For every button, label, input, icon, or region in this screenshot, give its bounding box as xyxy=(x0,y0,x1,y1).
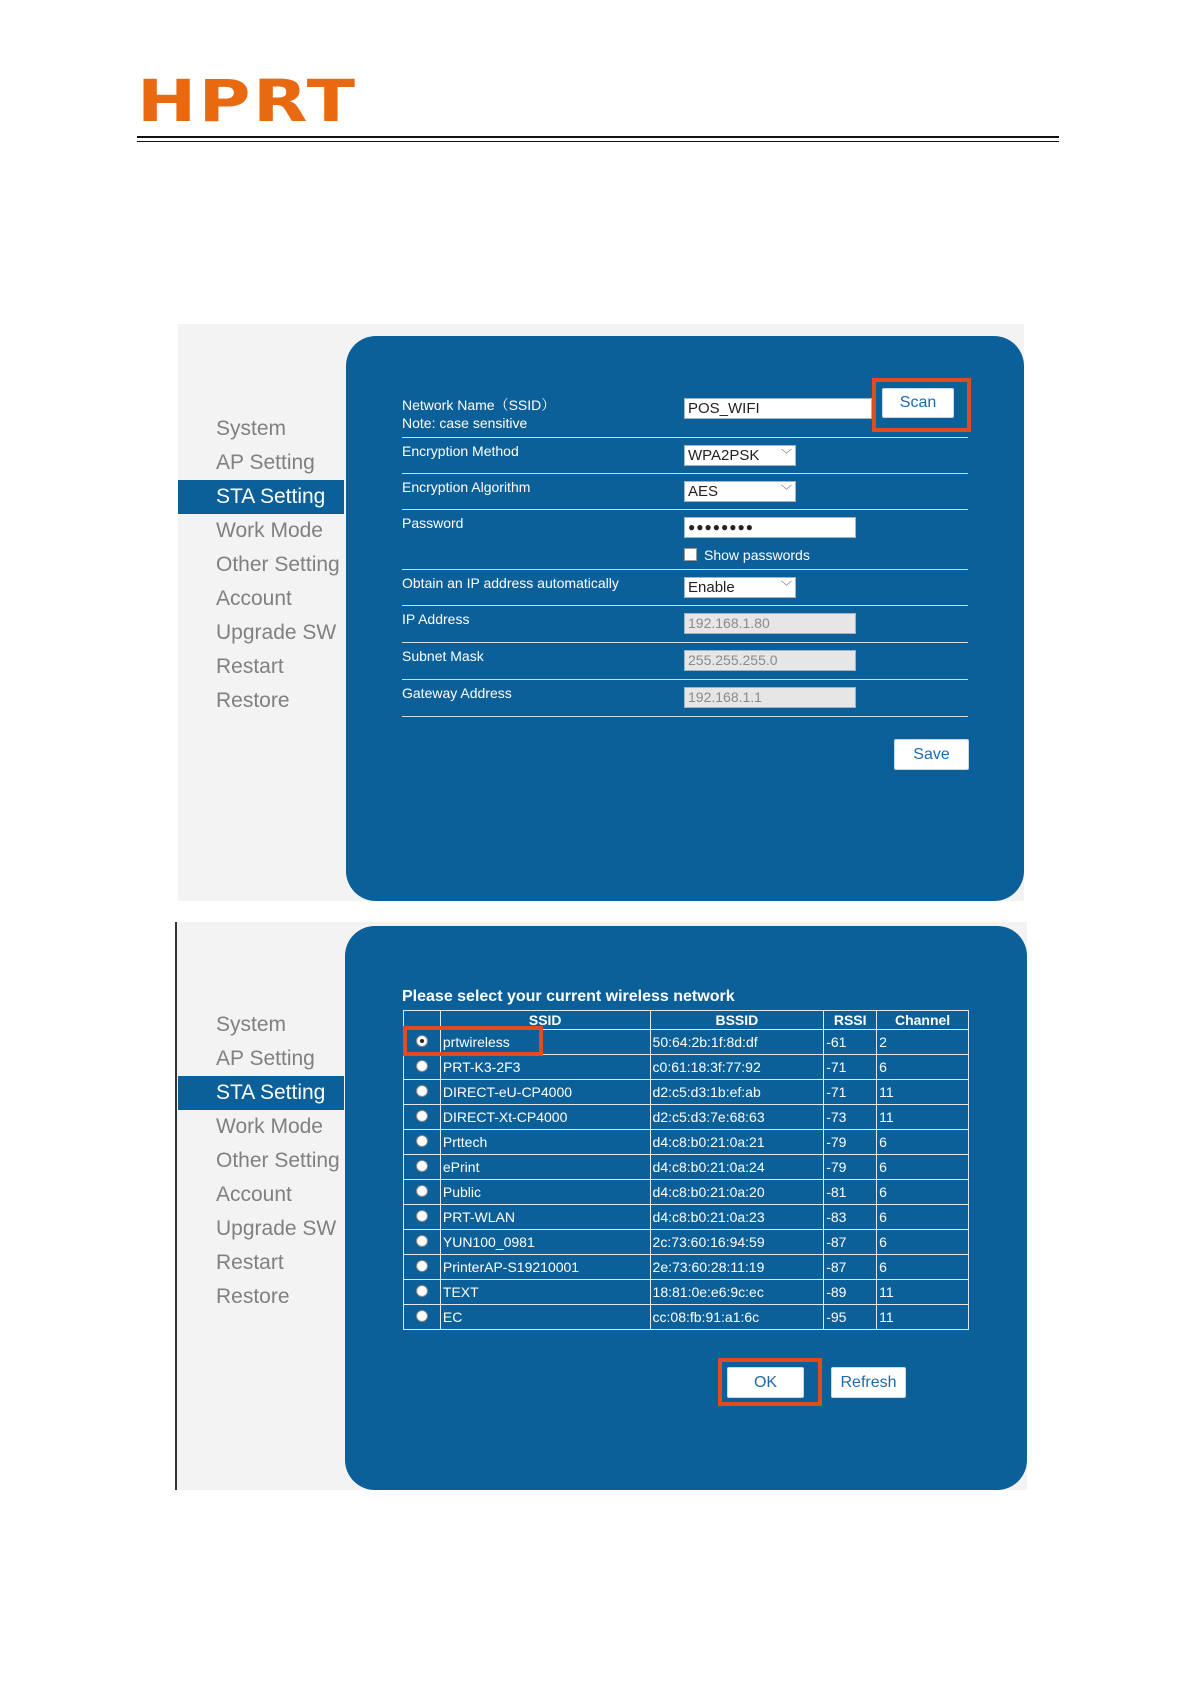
sidebar-item-work-mode[interactable]: Work Mode xyxy=(216,519,323,542)
sidebar-item-upgrade-sw[interactable]: Upgrade SW xyxy=(216,621,337,644)
sta-settings-panel xyxy=(346,336,1024,901)
cell-bssid: 50:64:2b:1f:8d:df xyxy=(650,1030,824,1055)
network-radio[interactable] xyxy=(416,1210,428,1222)
subnet-mask-input[interactable]: 255.255.255.0 xyxy=(684,650,856,671)
cell-bssid: 2e:73:60:28:11:19 xyxy=(650,1255,824,1280)
network-row[interactable] xyxy=(404,1080,969,1105)
cell-channel: 6 xyxy=(877,1155,969,1180)
sidebar-item-ap-setting[interactable]: AP Setting xyxy=(216,451,315,474)
sidebar-nav xyxy=(178,412,344,718)
cell-channel: 6 xyxy=(877,1130,969,1155)
ssid-label: Network Name（SSID） xyxy=(402,397,556,413)
scan-results-screenshot xyxy=(175,922,1027,1490)
network-row[interactable] xyxy=(404,1255,969,1280)
cell-rssi: -71 xyxy=(824,1080,877,1105)
ok-highlight xyxy=(718,1358,822,1406)
cell-channel: 11 xyxy=(877,1080,969,1105)
cell-bssid: d4:c8:b0:21:0a:24 xyxy=(650,1155,824,1180)
cell-bssid: d4:c8:b0:21:0a:23 xyxy=(650,1205,824,1230)
cell-bssid: d4:c8:b0:21:0a:20 xyxy=(650,1180,824,1205)
col-channel: Channel xyxy=(877,1011,969,1030)
network-row[interactable] xyxy=(404,1155,969,1180)
sidebar-item-restart[interactable]: Restart xyxy=(216,1251,284,1274)
password-row xyxy=(402,510,968,570)
cell-rssi: -81 xyxy=(824,1180,877,1205)
header-rule-thin xyxy=(137,141,1059,142)
encryption-algorithm-label: Encryption Algorithm xyxy=(402,479,531,495)
cell-ssid: prtwireless xyxy=(440,1030,650,1055)
cell-ssid: DIRECT-Xt-CP4000 xyxy=(440,1105,650,1130)
encryption-method-label: Encryption Method xyxy=(402,443,519,459)
ok-button[interactable]: OK xyxy=(727,1367,804,1398)
network-row[interactable] xyxy=(404,1230,969,1255)
network-radio[interactable] xyxy=(416,1110,428,1122)
dhcp-row xyxy=(402,570,968,606)
chevron-down-icon: ﹀ xyxy=(781,449,792,461)
cell-rssi: -83 xyxy=(824,1205,877,1230)
refresh-button[interactable]: Refresh xyxy=(831,1367,906,1398)
cell-ssid: PrinterAP-S19210001 xyxy=(440,1255,650,1280)
cell-channel: 11 xyxy=(877,1280,969,1305)
network-radio[interactable] xyxy=(416,1310,428,1322)
network-row[interactable] xyxy=(404,1305,969,1330)
sidebar-item-work-mode[interactable]: Work Mode xyxy=(216,1115,323,1138)
show-passwords-checkbox[interactable] xyxy=(684,548,697,561)
ssid-input[interactable]: POS_WIFI xyxy=(684,398,872,419)
gateway-row xyxy=(402,680,968,717)
cell-bssid: cc:08:fb:91:a1:6c xyxy=(650,1305,824,1330)
ssid-row xyxy=(402,392,968,438)
network-row[interactable] xyxy=(404,1105,969,1130)
subnet-mask-label: Subnet Mask xyxy=(402,648,484,664)
cell-bssid: d2:c5:d3:7e:68:63 xyxy=(650,1105,824,1130)
password-input[interactable]: ●●●●●●●● xyxy=(684,517,856,538)
network-row[interactable] xyxy=(404,1055,969,1080)
scan-title: Please select your current wireless network xyxy=(402,988,735,1005)
sidebar-item-upgrade-sw[interactable]: Upgrade SW xyxy=(216,1217,337,1240)
network-radio[interactable] xyxy=(416,1060,428,1072)
sidebar-item-system[interactable]: System xyxy=(216,1013,287,1036)
encryption-method-row xyxy=(402,438,968,474)
cell-rssi: -89 xyxy=(824,1280,877,1305)
cell-rssi: -61 xyxy=(824,1030,877,1055)
cell-channel: 11 xyxy=(877,1105,969,1130)
col-rssi: RSSI xyxy=(824,1011,877,1030)
sidebar-nav xyxy=(178,1008,344,1314)
sidebar-item-restore[interactable]: Restore xyxy=(216,689,290,712)
cell-ssid: EC xyxy=(440,1305,650,1330)
network-radio[interactable] xyxy=(416,1260,428,1272)
sidebar-item-account[interactable]: Account xyxy=(216,587,292,610)
subnet-mask-row xyxy=(402,643,968,680)
encryption-algorithm-row xyxy=(402,474,968,510)
chevron-down-icon: ﹀ xyxy=(781,485,792,497)
cell-bssid: 2c:73:60:16:94:59 xyxy=(650,1230,824,1255)
sta-settings-screenshot xyxy=(178,324,1024,901)
cell-ssid: PRT-K3-2F3 xyxy=(440,1055,650,1080)
network-radio[interactable] xyxy=(416,1160,428,1172)
cell-rssi: -79 xyxy=(824,1155,877,1180)
ssid-note: Note: case sensitive xyxy=(402,415,528,431)
save-button[interactable]: Save xyxy=(894,739,969,770)
cell-bssid: d4:c8:b0:21:0a:21 xyxy=(650,1130,824,1155)
header-rule xyxy=(137,136,1059,138)
hprt-logo: HPRT xyxy=(137,67,358,135)
col-bssid: BSSID xyxy=(650,1011,824,1030)
sidebar-item-sta-setting[interactable]: STA Setting xyxy=(178,1076,344,1110)
cell-ssid: Prttech xyxy=(440,1130,650,1155)
cell-ssid: YUN100_0981 xyxy=(440,1230,650,1255)
gateway-label: Gateway Address xyxy=(402,685,512,701)
cell-channel: 6 xyxy=(877,1230,969,1255)
cell-rssi: -87 xyxy=(824,1255,877,1280)
ip-address-input[interactable]: 192.168.1.80 xyxy=(684,613,856,634)
cell-ssid: Public xyxy=(440,1180,650,1205)
network-radio[interactable] xyxy=(416,1185,428,1197)
encryption-method-select[interactable]: WPA2PSK ﹀ xyxy=(684,445,796,466)
gateway-input[interactable]: 192.168.1.1 xyxy=(684,687,856,708)
sidebar-item-account[interactable]: Account xyxy=(216,1183,292,1206)
password-label: Password xyxy=(402,515,464,531)
network-radio[interactable] xyxy=(416,1235,428,1247)
sidebar-item-ap-setting[interactable]: AP Setting xyxy=(216,1047,315,1070)
network-radio[interactable] xyxy=(416,1135,428,1147)
cell-ssid: PRT-WLAN xyxy=(440,1205,650,1230)
cell-ssid: TEXT xyxy=(440,1280,650,1305)
sta-settings-form xyxy=(402,392,968,777)
cell-ssid: ePrint xyxy=(440,1155,650,1180)
screenshot-edge xyxy=(175,922,177,1490)
cell-rssi: -87 xyxy=(824,1230,877,1255)
show-passwords-label: Show passwords xyxy=(704,547,810,563)
encryption-algorithm-select[interactable]: AES ﹀ xyxy=(684,481,796,502)
cell-bssid: d2:c5:d3:1b:ef:ab xyxy=(650,1080,824,1105)
cell-channel: 6 xyxy=(877,1055,969,1080)
network-row[interactable] xyxy=(404,1205,969,1230)
scan-button[interactable]: Scan xyxy=(882,388,954,418)
ip-address-label: IP Address xyxy=(402,611,470,627)
cell-channel: 6 xyxy=(877,1255,969,1280)
sidebar-item-restart[interactable]: Restart xyxy=(216,655,284,678)
sidebar-item-sta-setting[interactable]: STA Setting xyxy=(178,480,344,514)
dhcp-label: Obtain an IP address automatically xyxy=(402,575,619,591)
cell-bssid: 18:81:0e:e6:9c:ec xyxy=(650,1280,824,1305)
network-radio[interactable] xyxy=(416,1285,428,1297)
scan-highlight xyxy=(872,378,971,432)
cell-channel: 6 xyxy=(877,1180,969,1205)
selected-network-highlight xyxy=(403,1026,543,1056)
network-row[interactable] xyxy=(404,1180,969,1205)
cell-ssid: DIRECT-eU-CP4000 xyxy=(440,1080,650,1105)
cell-bssid: c0:61:18:3f:77:92 xyxy=(650,1055,824,1080)
chevron-down-icon: ﹀ xyxy=(781,581,792,593)
network-row[interactable] xyxy=(404,1130,969,1155)
ip-address-row xyxy=(402,606,968,643)
sidebar-item-other-setting[interactable]: Other Setting xyxy=(216,1149,340,1172)
cell-channel: 2 xyxy=(877,1030,969,1055)
scan-results-panel xyxy=(345,926,1027,1490)
cell-rssi: -79 xyxy=(824,1130,877,1155)
sidebar-item-system[interactable]: System xyxy=(216,417,287,440)
cell-rssi: -71 xyxy=(824,1055,877,1080)
cell-rssi: -95 xyxy=(824,1305,877,1330)
network-radio[interactable] xyxy=(416,1085,428,1097)
sidebar-item-restore[interactable]: Restore xyxy=(216,1285,290,1308)
dhcp-select[interactable]: Enable ﹀ xyxy=(684,577,796,598)
col-ssid: SSID xyxy=(440,1011,650,1030)
cell-rssi: -73 xyxy=(824,1105,877,1130)
cell-channel: 11 xyxy=(877,1305,969,1330)
network-row[interactable] xyxy=(404,1280,969,1305)
cell-channel: 6 xyxy=(877,1205,969,1230)
network-table xyxy=(403,1010,969,1330)
sidebar-item-other-setting[interactable]: Other Setting xyxy=(216,553,340,576)
